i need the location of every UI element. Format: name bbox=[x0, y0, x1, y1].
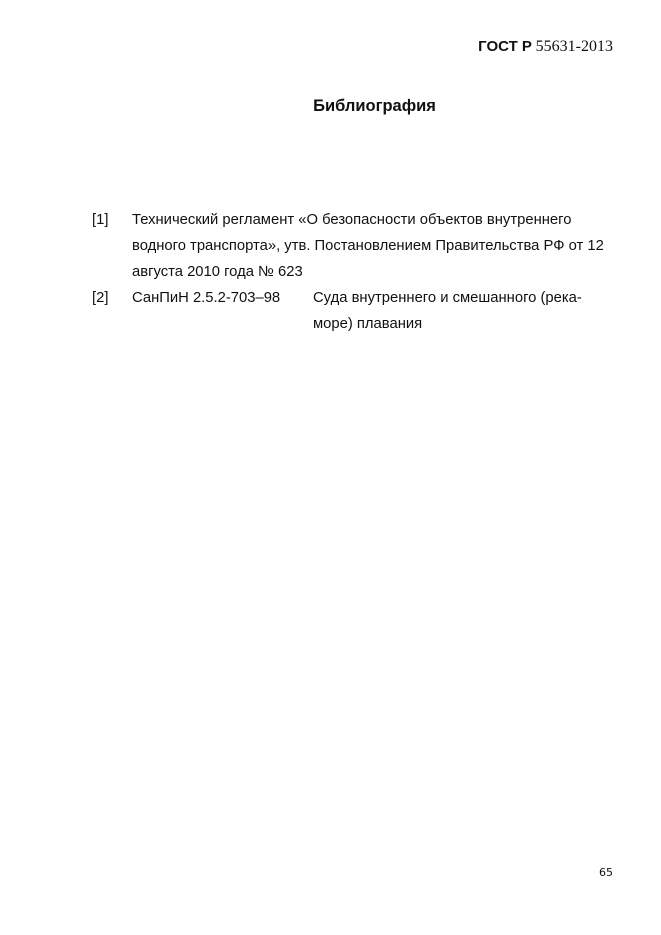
entry-index: [2] bbox=[92, 290, 109, 306]
page-number: 65 bbox=[599, 866, 613, 879]
page-title: Библиография bbox=[313, 97, 436, 115]
entry-text: Технический регламент «О безопасности объектов внутреннего водного транспорта», утв. Постановлением Правительства РФ от 12 августа 2010 года № 623 bbox=[132, 212, 604, 280]
bibliography-entry bbox=[92, 285, 617, 337]
bibliography-entry bbox=[92, 207, 617, 285]
standard-number: 55631-2013 bbox=[535, 38, 613, 55]
entry-description: Суда внутреннего и смешанного (река-море) плавания bbox=[313, 290, 582, 332]
entry-code: СанПиН 2.5.2-703–98 bbox=[132, 290, 281, 306]
entry-index: [1] bbox=[92, 212, 109, 228]
bibliography-list bbox=[92, 207, 617, 337]
document-header bbox=[478, 38, 613, 56]
standard-prefix: ГОСТ Р bbox=[478, 38, 532, 55]
